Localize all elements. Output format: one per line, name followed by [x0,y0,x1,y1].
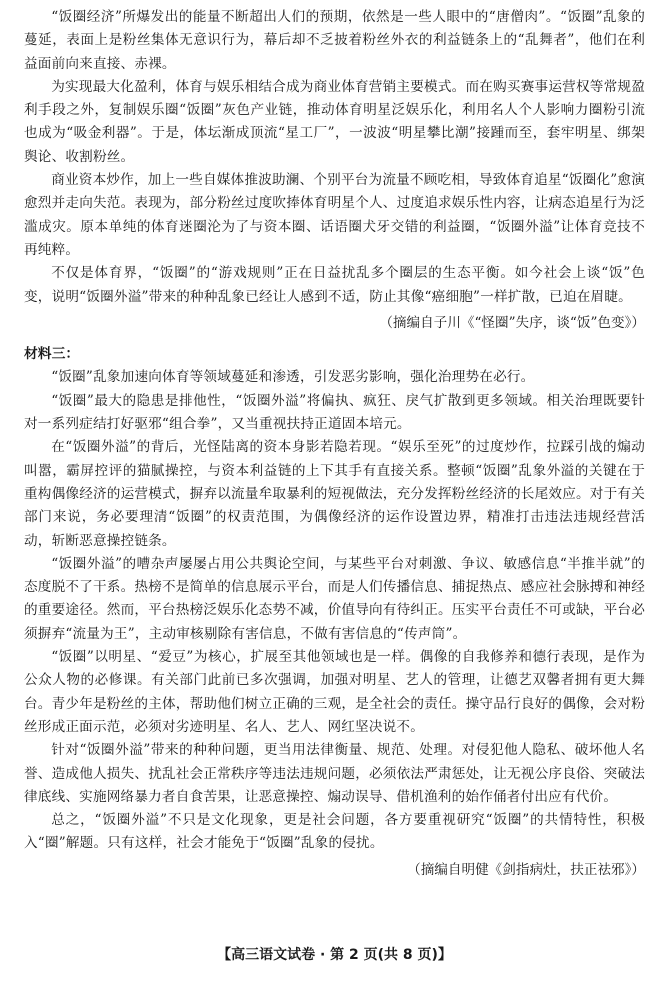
source-citation: （摘编自明健《剑指病灶，扶正祛邪》） [407,861,645,878]
paragraph: “饭圈”最大的隐患是排他性，“饭圈外溢”将偏执、疯狂、戾气扩散到更多领域。相关治理既要针对一系列症结打好驱邪“组合拳”，又当重视扶持正道固本培元。 [24,392,645,433]
page-footer: 【高三语文试卷 · 第 2 页(共 8 页)】 [217,947,452,963]
paragraph: 在“饭圈外溢”的背后，光怪陆离的资本身影若隐若现。“娱乐至死”的过度炒作，拉踩引战的煽动叫嚣，霸屏控评的猫腻操控，与资本利益链的上下其手有直接关系。整顿“饭圈”乱象外溢的关键在于重构偶像经济的运营模式，摒弃以流量牟取暴利的短视做法，充分发挥粉丝经济的长尾效应。对于有关部门来说，务必要理清“饭圈”的权责范围，为偶像经济的运作设置边界，精准打击违法违规经营活动，斩断恶意操控链条。 [24,439,645,549]
page-body [24,6,645,882]
paragraph: 总之，“饭圈外溢”不只是文化现象，更是社会问题，各方要重视研究“饭圈”的共情特性，积极入“圈”解题。只有这样，社会才能免于“饭圈”乱象的侵扰。 [24,812,645,852]
paragraph: “饭圈经济”所爆发出的能量不断超出人们的预期，依然是一些人眼中的“唐僧肉”。“饭圈”乱象的蔓延，表面上是粉丝集体无意识行为，幕后却不乏披着粉丝外衣的利益链条上的“乱舞者”，他们在利益面前向来直接、赤裸。 [24,9,645,72]
paragraph: 为实现最大化盈利，体育与娱乐相结合成为商业体育营销主要模式。而在购买赛事运营权等常规盈利手段之外，复制娱乐圈“饭圈”灰色产业链，推动体育明星泛娱乐化，利用名人个人影响力圈粉引流也成为“吸金利器”。于是，体坛渐成顶流“星工厂”，一波波“明星攀比潮”接踵而至，套牢明星、绑架舆论、收割粉丝。 [24,78,645,165]
paragraph: “饭圈外溢”的嘈杂声屡屡占用公共舆论空间，与某些平台对刺激、争议、敏感信息“半推半就”的态度脱不了干系。热榜不是简单的信息展示平台，而是人们传播信息、捕捉热点、感应社会脉搏和神经的重要途径。然而，平台热榜泛娱乐化态势不减，价值导向有待纠正。压实平台责任不可或缺，平台必须摒弃“流量为王”，主动审核剔除有害信息，不做有害信息的“传声筒”。 [24,555,645,642]
paragraph: 针对“饭圈外溢”带来的种种问题，更当用法律衡量、规范、处理。对侵犯他人隐私、破坏他人名誉、造成他人损失、扰乱社会正常秩序等违法违规问题，必须依法严肃惩处，让无视公序良俗、突破法律底线、实施网络暴力者自食苦果，让恶意操控、煽动误导、借机渔利的始作俑者付出应有代价。 [24,742,645,805]
paragraph: “饭圈”乱象加速向体育等领域蔓延和渗透，引发恶劣影响，强化治理势在必行。 [51,369,535,386]
paragraph: 不仅是体育界，“饭圈”的“游戏规则”正在日益扰乱多个圈层的生态平衡。如今社会上谈“饭”色变，说明“饭圈外溢”带来的种种乱象已经让人感到不适，防止其像“癌细胞”一样扩散，已迫在眉睫。 [24,265,645,305]
paragraph: 商业资本炒作，加上一些自媒体推波助澜、个别平台为流量不顾吃相，导致体育追星“饭圈化”愈演愈烈并走向失范。表现为，部分粉丝过度吹捧体育明星个人、过度追求娱乐性内容，让病态追星行为泛滥成灾。原本单纯的体育迷圈沦为了与资本圈、话语圈犬牙交错的利益圈，“饭圈外溢”让体育竞技不再纯粹。 [24,172,645,258]
section-heading: 材料三： [24,346,80,363]
paragraph: “饭圈”以明星、“爱豆”为核心，扩展至其他领域也是一样。偶像的自我修养和德行表现，是作为公众人物的必修课。有关部门此前已多次强调，加强对明星、艺人的管理，让德艺双馨者拥有更大舞台。青少年是粉丝的主体，帮助他们树立正确的三观，是全社会的责任。操守品行良好的偶像，会对粉丝形成正面示范，必须对劣迹明星、名人、艺人、网红坚决说不。 [24,649,645,735]
source-citation: （摘编自子川《“怪圈”失序，谈“饭”色变》） [379,314,645,331]
